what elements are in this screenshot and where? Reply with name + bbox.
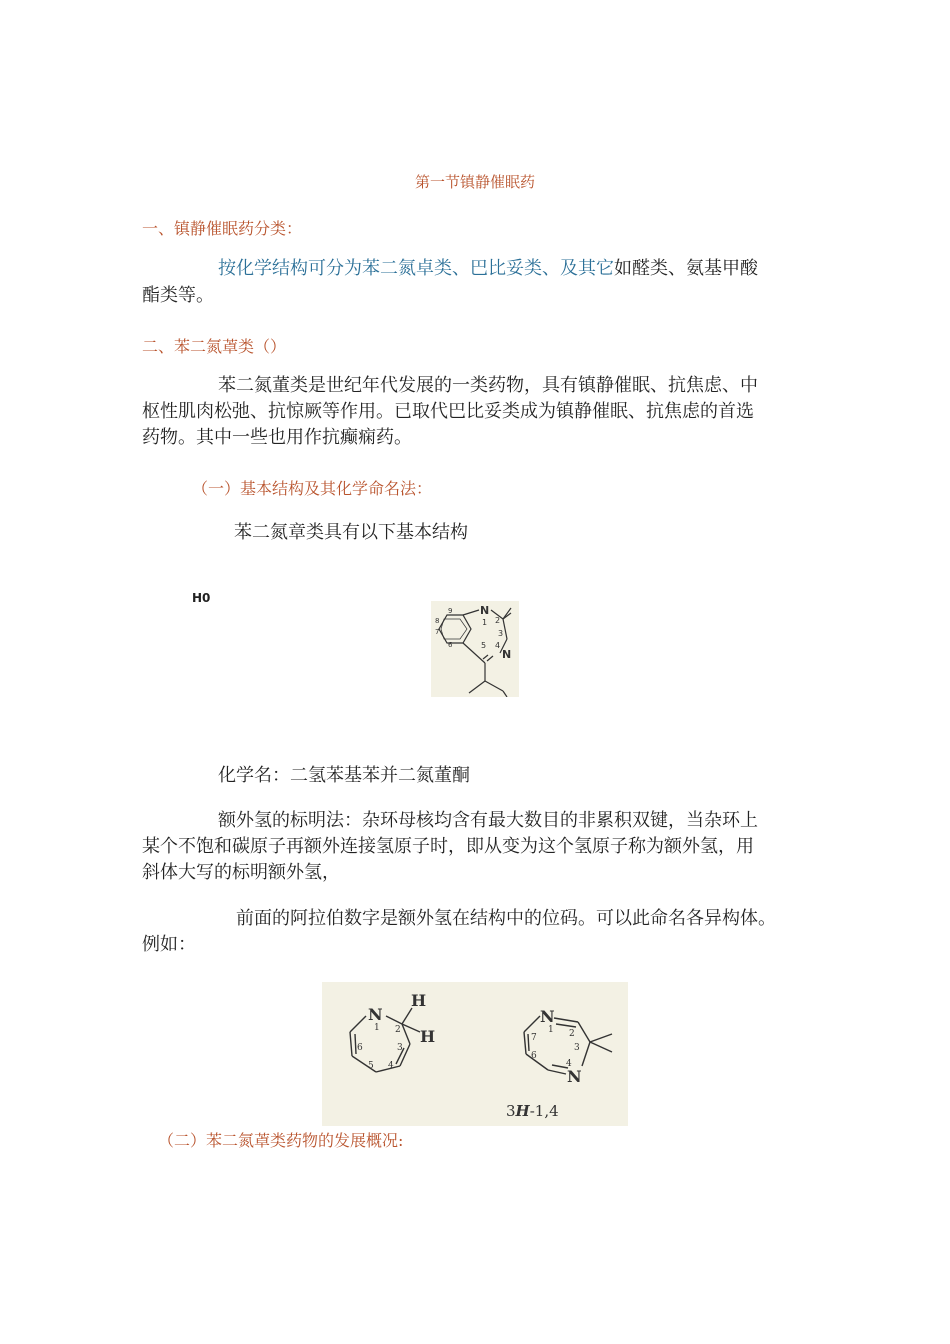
paragraph-basic-structure: 苯二氮章类具有以下基本结构: [234, 522, 468, 543]
right-position-4: 4: [566, 1059, 572, 1069]
left-position-3: 3: [397, 1043, 403, 1053]
left-position-2: 2: [395, 1025, 401, 1035]
isomer-caption-suffix: -1,4: [529, 1102, 559, 1120]
left-position-6: 6: [357, 1043, 363, 1053]
paragraph-indicated-hydrogen-line-1: 额外氢的标明法：杂环母核均含有最大数目的非累积双键，当杂环上: [218, 810, 758, 831]
paragraph-locant-line-2: 例如：: [142, 934, 196, 955]
heading-benzodiazepines: 二、苯二氮䓬类（）: [142, 337, 287, 356]
right-position-3: 3: [574, 1043, 580, 1053]
left-position-5: 5: [368, 1061, 374, 1071]
left-n-label: N: [368, 1005, 383, 1024]
position-2-label: 2: [495, 616, 501, 625]
left-h-top-label: H: [411, 991, 427, 1010]
subheading-development: （二）苯二氮䓬类药物的发展概况:: [158, 1131, 404, 1150]
benzodiazepine-structure-svg: [431, 601, 519, 697]
position-3-label: 3: [498, 629, 504, 638]
n1-atom-label: N: [480, 604, 490, 617]
paragraph-classification-line-2: 酯类等。: [142, 285, 214, 306]
position-1-label: 1: [482, 618, 488, 627]
stray-label: H0: [192, 591, 211, 605]
right-position-7: 7: [531, 1033, 537, 1043]
classification-highlight: 按化学结构可分为苯二氮卓类、巴比妥类、及其它: [218, 258, 614, 279]
azepine-isomers-svg: [322, 982, 628, 1126]
n4-atom-label: N: [502, 648, 512, 661]
right-n-top-label: N: [540, 1007, 555, 1026]
classification-rest: 如醛类、氨基甲酸: [614, 258, 758, 279]
position-8-label: 8: [435, 617, 440, 625]
position-6-label: 6: [448, 641, 453, 649]
paragraph-indicated-hydrogen-line-3: 斜体大写的标明额外氢，: [142, 862, 340, 883]
left-h-right-label: H: [420, 1027, 436, 1046]
subheading-basic-structure: （一）基本结构及其化学命名法：: [192, 479, 433, 498]
right-position-6: 6: [531, 1051, 537, 1061]
position-7-label: 7: [435, 628, 440, 636]
azepine-isomers-image: [322, 982, 628, 1126]
benzodiazepine-structure-image: [431, 601, 519, 697]
isomer-caption: [506, 1102, 559, 1120]
left-position-4: 4: [388, 1061, 394, 1071]
isomer-caption-prefix: 3: [506, 1102, 516, 1120]
paragraph-chemical-name: 化学名：二氢苯基苯并二氮董酮: [218, 765, 470, 786]
page-title: 第一节镇静催眠药: [414, 173, 535, 191]
position-5-label: 5: [481, 641, 487, 650]
right-position-1: 1: [548, 1025, 554, 1035]
position-9-label: 9: [448, 607, 453, 615]
heading-classification: 一、镇静催眠药分类：: [142, 219, 303, 238]
right-n-bottom-label: N: [567, 1067, 582, 1086]
left-position-1: 1: [374, 1023, 380, 1033]
isomer-caption-italic: H: [515, 1102, 530, 1120]
right-position-2: 2: [569, 1029, 575, 1039]
paragraph-intro-line-2: 枢性肌肉松弛、抗惊厥等作用。已取代巴比妥类成为镇静催眠、抗焦虑的首选: [142, 401, 754, 422]
paragraph-classification-line-1: [218, 256, 758, 282]
paragraph-intro-line-1: 苯二氮董类是世纪年代发展的一类药物，具有镇静催眠、抗焦虑、中: [218, 375, 758, 396]
paragraph-locant-line-1: 前面的阿拉伯数字是额外氢在结构中的位码。可以此命名各异构体。: [236, 908, 776, 929]
paragraph-intro-line-3: 药物。其中一些也用作抗癫痫药。: [142, 427, 412, 448]
position-4-label: 4: [495, 641, 501, 650]
paragraph-indicated-hydrogen-line-2: 某个不饱和碳原子再额外连接氢原子时，即从变为这个氢原子称为额外氢，用: [142, 836, 754, 857]
